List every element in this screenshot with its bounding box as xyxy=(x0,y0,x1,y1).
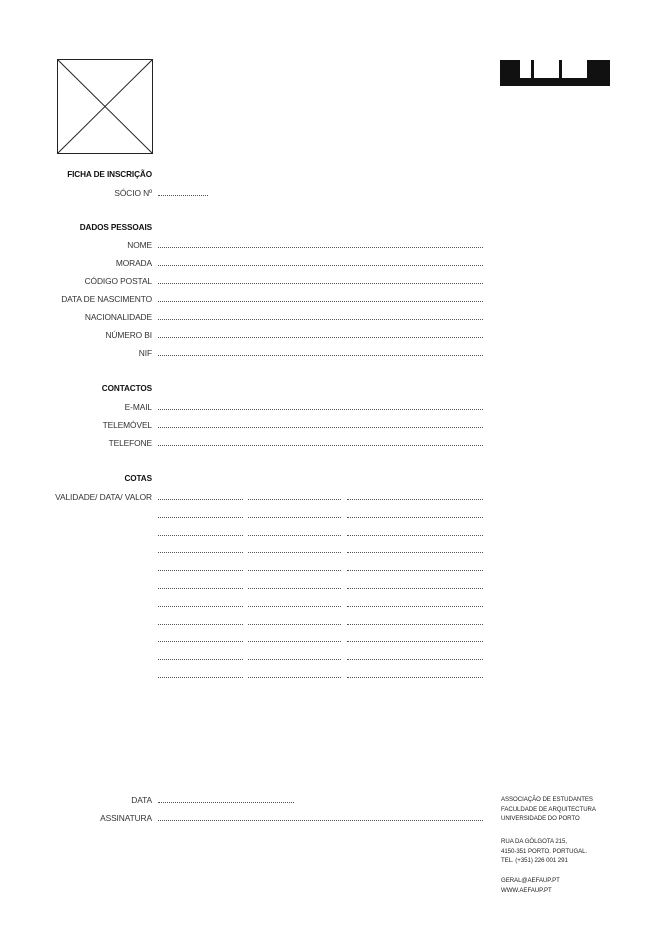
aefaup-logo-icon xyxy=(500,60,610,86)
cotas-cell-line[interactable] xyxy=(248,677,341,678)
footer-address-line: 4150-351 PORTO. PORTUGAL. xyxy=(501,847,588,855)
field-label-data: DATA xyxy=(131,795,152,805)
section-title-contactos: CONTACTOS xyxy=(101,384,152,393)
footer-org-line: UNIVERSIDADE DO PORTO xyxy=(501,815,580,823)
photo-placeholder xyxy=(57,59,153,154)
cotas-cell-line[interactable] xyxy=(248,641,341,642)
footer-org xyxy=(501,795,596,824)
footer-address-line: RUA DA GÓLGOTA 215, xyxy=(501,838,567,845)
field-label: NACIONALIDADE xyxy=(84,312,152,322)
cotas-cell-line[interactable] xyxy=(248,588,341,589)
field-label: TELEMÓVEL xyxy=(102,420,152,430)
field-input-line[interactable] xyxy=(158,301,483,302)
field-label: NIF xyxy=(138,348,152,358)
field-label: NOME xyxy=(127,240,152,250)
field-label-assinatura: ASSINATURA xyxy=(100,813,152,823)
footer-address xyxy=(501,837,587,866)
date-input-line[interactable] xyxy=(158,802,294,803)
field-label-socio: SÓCIO Nº xyxy=(114,188,152,198)
cotas-cell-line[interactable] xyxy=(158,606,243,607)
cotas-cell-line[interactable] xyxy=(158,552,243,553)
cotas-cell-line[interactable] xyxy=(158,677,243,678)
section-title-cotas: COTAS xyxy=(124,474,152,483)
cotas-cell-line[interactable] xyxy=(248,499,341,500)
field-input-line[interactable] xyxy=(158,265,483,266)
cotas-cell-line[interactable] xyxy=(347,641,483,642)
field-label: NÚMERO BI xyxy=(105,330,152,340)
field-label-cotas: VALIDADE/ DATA/ VALOR xyxy=(55,492,152,502)
cotas-cell-line[interactable] xyxy=(347,499,483,500)
field-input-line[interactable] xyxy=(158,247,483,248)
field-label: TELEFONE xyxy=(108,438,152,448)
cotas-cell-line[interactable] xyxy=(158,535,243,536)
cotas-cell-line[interactable] xyxy=(347,606,483,607)
field-input-line[interactable] xyxy=(158,427,483,428)
cotas-cell-line[interactable] xyxy=(248,570,341,571)
cotas-cell-line[interactable] xyxy=(158,570,243,571)
field-label: DATA DE NASCIMENTO xyxy=(61,294,152,304)
field-label: E-MAIL xyxy=(124,402,152,412)
field-input-line[interactable] xyxy=(158,409,483,410)
cotas-cell-line[interactable] xyxy=(248,517,341,518)
cotas-cell-line[interactable] xyxy=(248,535,341,536)
cotas-cell-line[interactable] xyxy=(158,624,243,625)
cotas-cell-line[interactable] xyxy=(347,535,483,536)
cotas-cell-line[interactable] xyxy=(158,588,243,589)
cotas-cell-line[interactable] xyxy=(347,677,483,678)
field-label: CÓDIGO POSTAL xyxy=(84,276,152,286)
cotas-cell-line[interactable] xyxy=(347,570,483,571)
cotas-cell-line[interactable] xyxy=(248,624,341,625)
field-input-line[interactable] xyxy=(158,319,483,320)
cotas-cell-line[interactable] xyxy=(248,606,341,607)
cotas-cell-line[interactable] xyxy=(347,659,483,660)
cotas-cell-line[interactable] xyxy=(248,659,341,660)
section-title-ficha: FICHA DE INSCRIÇÃO xyxy=(67,170,152,179)
footer-org-line: ASSOCIAÇÃO DE ESTUDANTES xyxy=(501,796,593,803)
photo-cross-icon xyxy=(58,60,152,153)
field-label: MORADA xyxy=(115,258,152,268)
field-input-line[interactable] xyxy=(158,445,483,446)
footer-email: GERAL@AEFAUP.PT xyxy=(501,877,560,884)
footer-web xyxy=(501,876,560,895)
section-title-dados-pessoais: DADOS PESSOAIS xyxy=(79,223,152,232)
cotas-cell-line[interactable] xyxy=(158,499,243,500)
cotas-cell-line[interactable] xyxy=(347,624,483,625)
cotas-cell-line[interactable] xyxy=(158,641,243,642)
signature-input-line[interactable] xyxy=(158,820,483,821)
cotas-cell-line[interactable] xyxy=(158,517,243,518)
socio-input-line[interactable] xyxy=(158,195,208,196)
cotas-cell-line[interactable] xyxy=(347,517,483,518)
field-input-line[interactable] xyxy=(158,283,483,284)
cotas-cell-line[interactable] xyxy=(347,588,483,589)
field-input-line[interactable] xyxy=(158,337,483,338)
footer-org-line: FACULDADE DE ARQUITECTURA xyxy=(501,805,596,813)
field-input-line[interactable] xyxy=(158,355,483,356)
footer-address-line: TEL. (+351) 226 001 291 xyxy=(501,857,568,865)
cotas-cell-line[interactable] xyxy=(158,659,243,660)
cotas-cell-line[interactable] xyxy=(347,552,483,553)
cotas-cell-line[interactable] xyxy=(248,552,341,553)
footer-website: WWW.AEFAUP.PT xyxy=(501,886,552,894)
